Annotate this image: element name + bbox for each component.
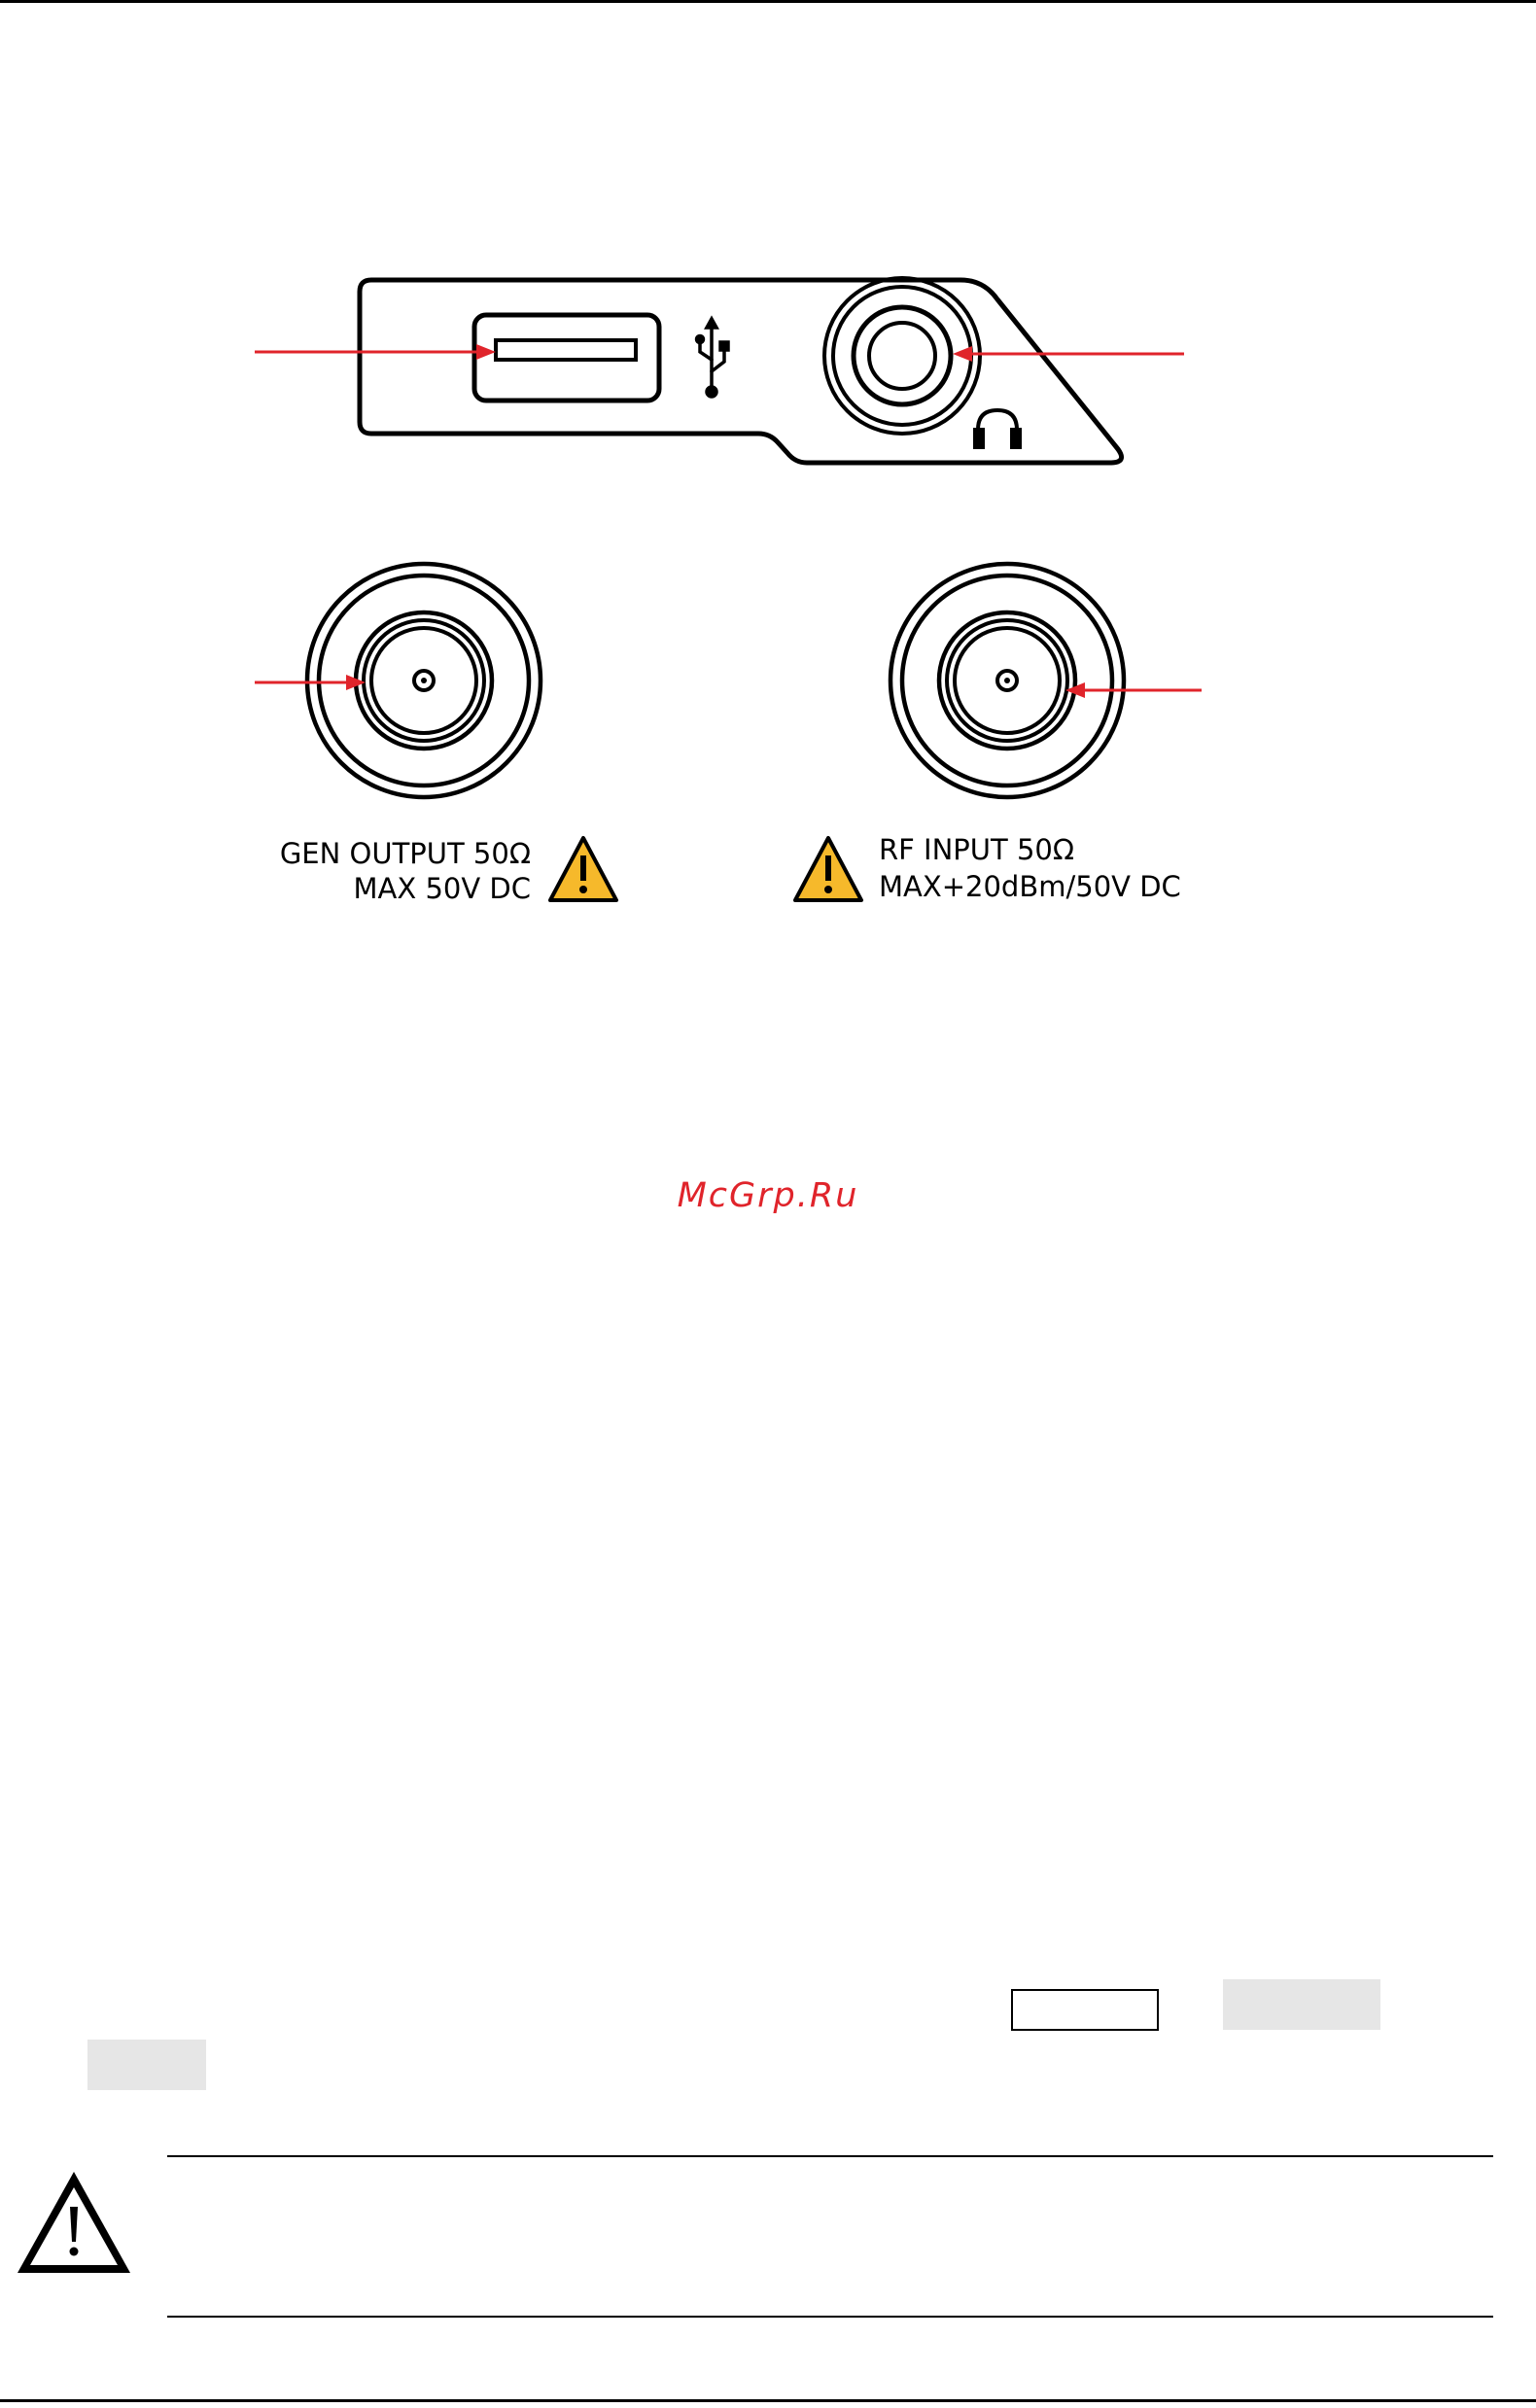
rf-input-label-line2: MAX+20dBm/50V DC [879, 870, 1181, 903]
callout-arrow-headphone [953, 346, 1184, 362]
gen-output-label-line2: MAX 50V DC [353, 872, 531, 905]
headphone-icon [975, 410, 1020, 447]
rf-input-label-line1: RF INPUT 50Ω [879, 833, 1075, 866]
callout-arrow-usb [255, 344, 496, 360]
callout-arrow-rf-input [1065, 682, 1202, 698]
hard-key-box [1011, 1989, 1159, 2031]
rf-input-connector [890, 564, 1124, 797]
connector-panel-figure [0, 0, 1536, 972]
callout-arrow-gen-output [255, 675, 366, 690]
footer-rule [0, 2399, 1536, 2402]
warning-icon [795, 838, 861, 900]
soft-key-box [1223, 1979, 1380, 2030]
headphone-jack [824, 278, 980, 434]
gen-output-label-line1: GEN OUTPUT 50Ω [279, 837, 531, 870]
watermark: McGrp.Ru [677, 1176, 859, 1215]
caution-rule-top [167, 2155, 1493, 2157]
usb-icon [697, 319, 729, 397]
warning-icon [550, 838, 616, 900]
caution-rule-bottom [167, 2316, 1493, 2318]
soft-key-box [87, 2040, 206, 2090]
usb-port [474, 315, 659, 401]
caution-icon [12, 2166, 136, 2279]
gen-output-connector [307, 564, 541, 797]
